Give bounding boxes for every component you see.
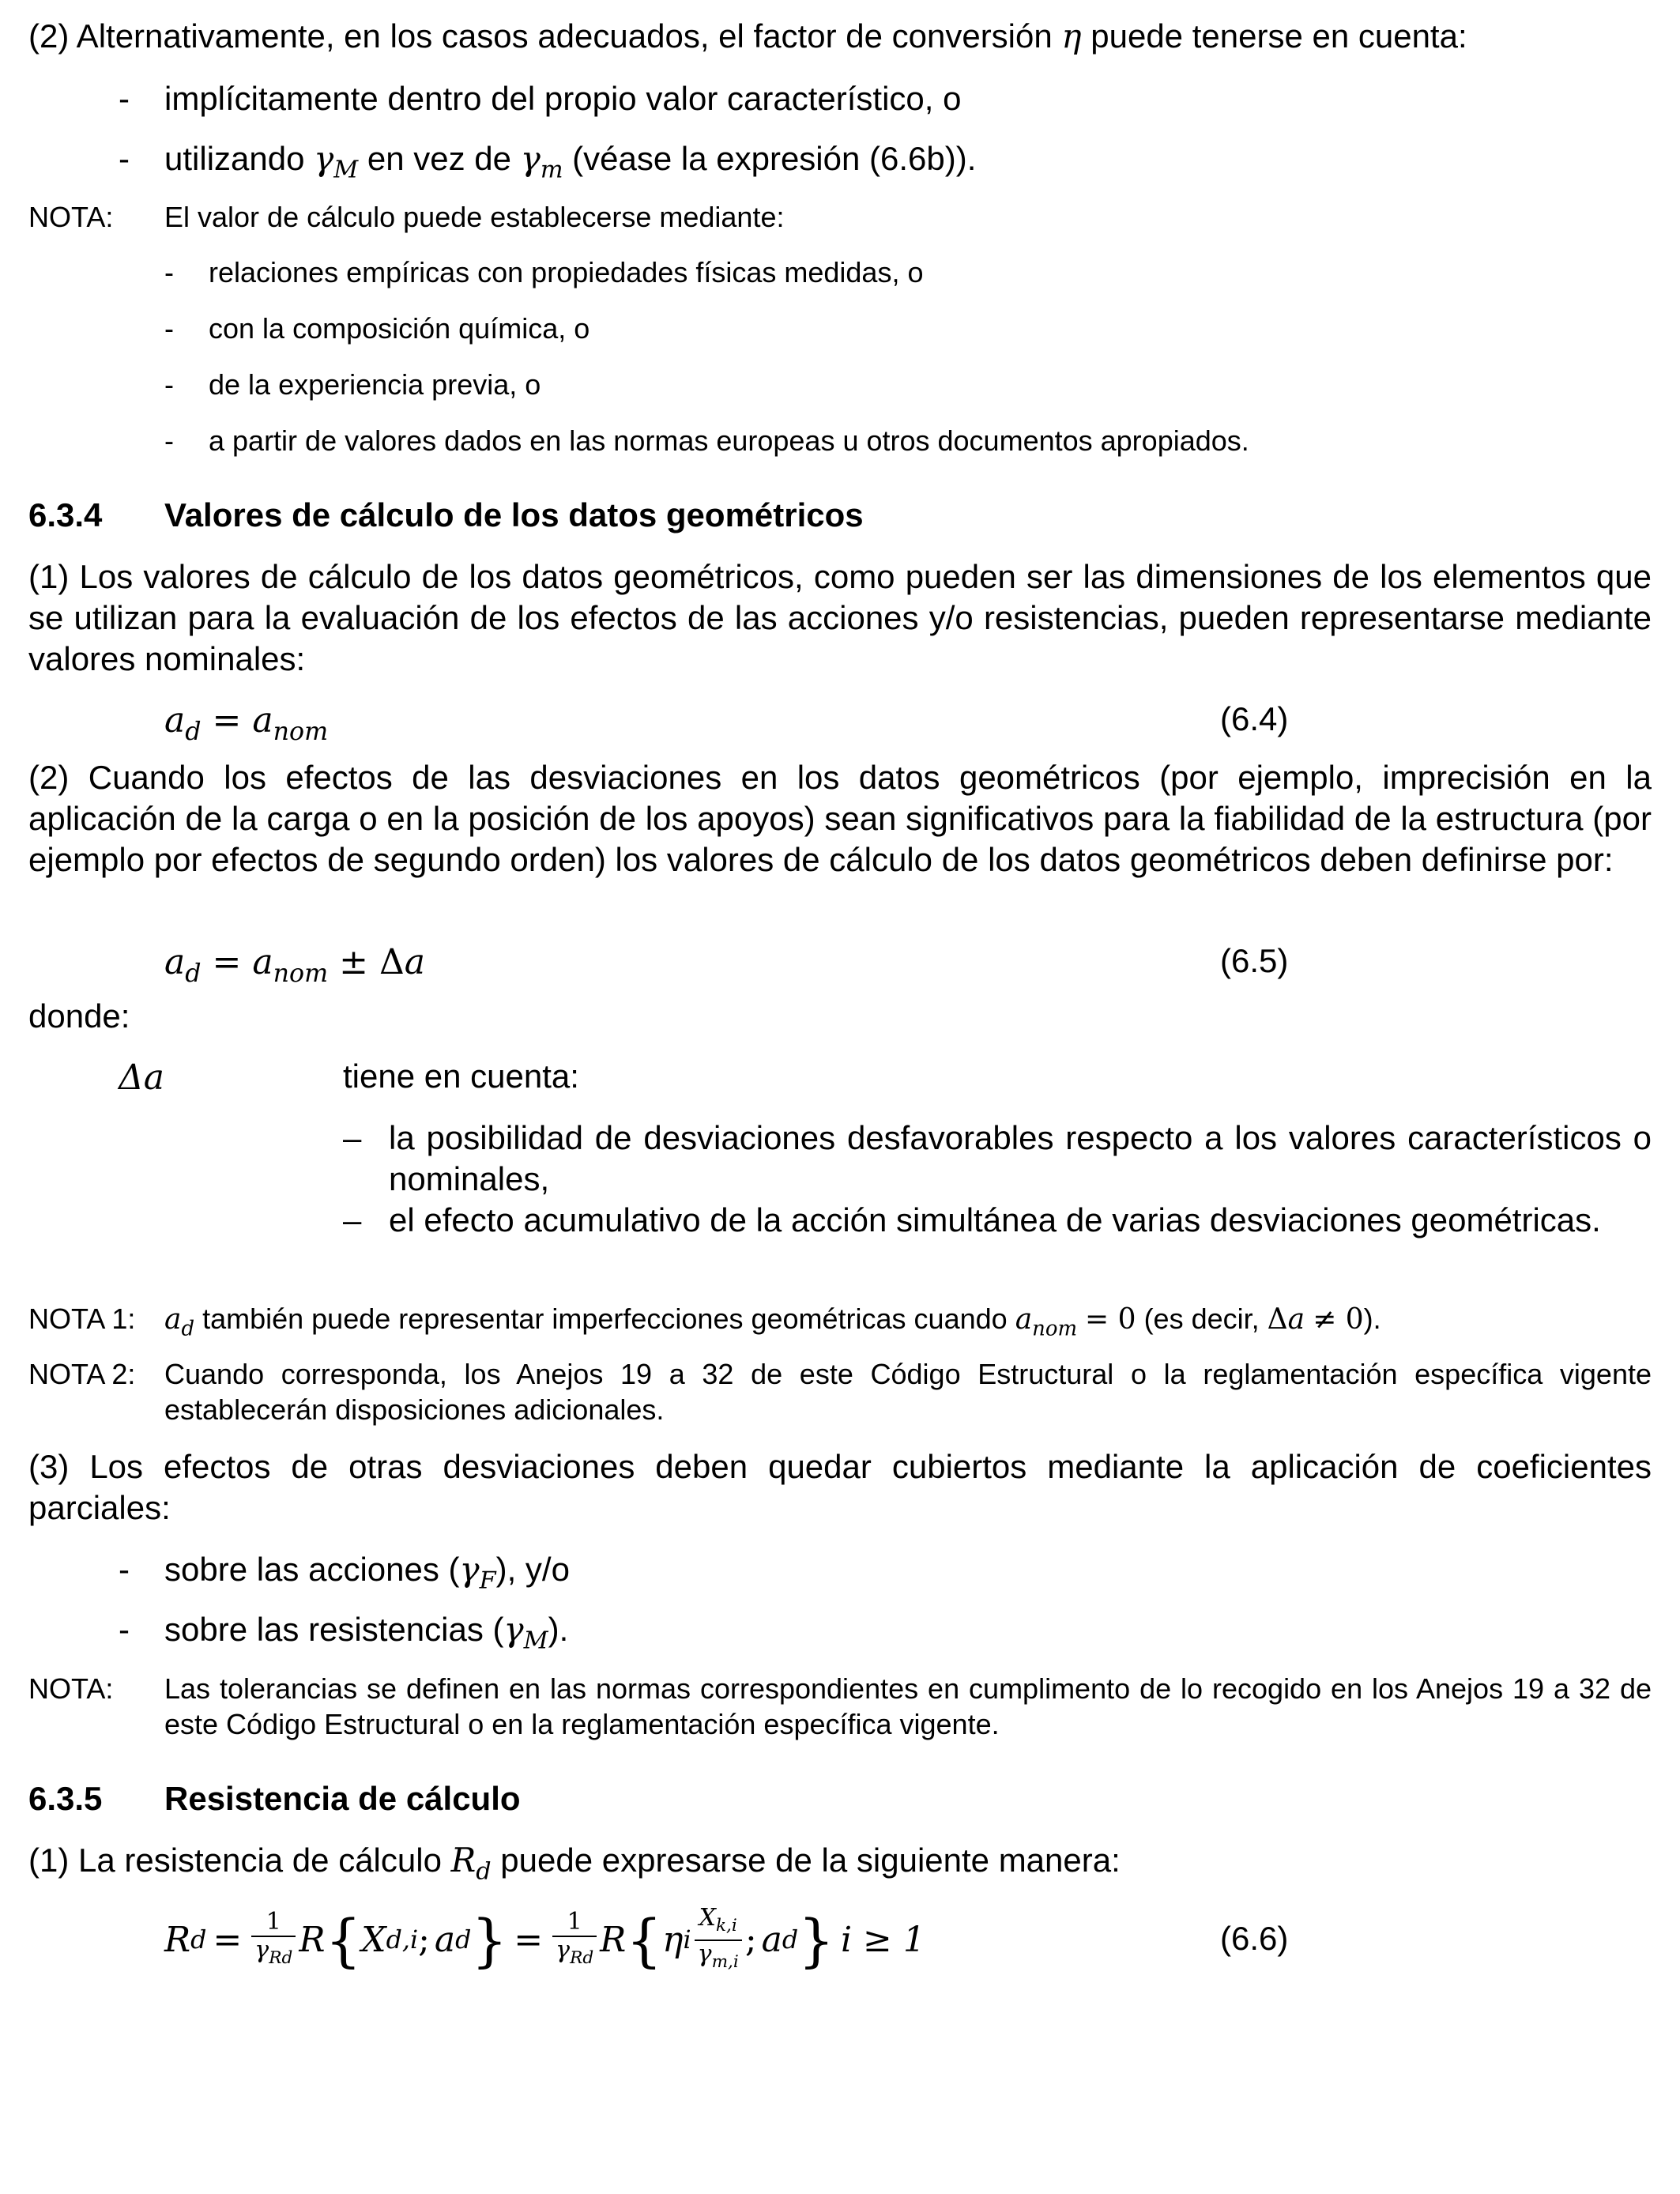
section-number: 6.3.4 xyxy=(28,496,103,533)
equation-number: (6.6) xyxy=(1220,1920,1289,1957)
nota-item: relaciones empíricas con propiedades físicas medidas, o xyxy=(209,256,924,288)
dash: - xyxy=(119,140,130,177)
para-634-3: (3) Los efectos de otras desviaciones deben quedar cubiertos mediante la aplicación de coeficientes parciales: xyxy=(28,1448,1652,1526)
dash: - xyxy=(164,312,174,345)
delta-item-1: la posibilidad de desviaciones desfavorables respecto a los valores característicos o nominales, xyxy=(389,1119,1652,1197)
para-alternatively: (2) Alternativamente, en los casos adecuados, el factor de conversión η puede tenerse en cuenta: xyxy=(28,17,1467,55)
nota2-label: NOTA 2: xyxy=(28,1358,136,1390)
delta-a-symbol: Δa xyxy=(119,1057,165,1098)
bullet-implicit: implícitamente dentro del propio valor característico, o xyxy=(164,80,962,117)
equation-condition: i ≥ 1 xyxy=(841,1920,925,1960)
bullet-resistances: sobre las resistencias $(\gamma_M)$. xyxy=(164,1610,569,1655)
bullet-using-gamma: utilizando $\gamma_M$ en vez de $\gamma_m$ (véase la expresión (6.6b)). xyxy=(164,139,977,184)
equation-number: (6.5) xyxy=(1220,942,1289,979)
dash: - xyxy=(119,1611,130,1648)
delta-a-text: tiene en cuenta: xyxy=(343,1057,579,1095)
equation-number: (6.4) xyxy=(1220,700,1289,737)
section-number: 6.3.5 xyxy=(28,1780,103,1817)
nota1-label: NOTA 1: xyxy=(28,1302,136,1335)
equation-6-5: $a_d = a_{nom} \pm \Delta a$ xyxy=(164,942,426,989)
equation-6-4: $a_d = a_{nom}$ xyxy=(164,700,329,747)
dash: - xyxy=(164,256,174,288)
dash: - xyxy=(164,368,174,401)
nota2-text: Cuando corresponda, los Anejos 19 a 32 de este Código Estructural o la reglamentación específica vigente establecerán disposiciones adicionales. xyxy=(164,1358,1652,1426)
donde-label: donde: xyxy=(28,997,130,1035)
nota3-text: Las tolerancias se definen en las normas correspondientes en cumplimento de lo recogido en los Anejos 19 a 32 de este Código Estructural o en la reglamentación específica vigente. xyxy=(164,1672,1652,1740)
delta-item-2: el efecto acumulativo de la acción simultánea de varias desviaciones geométricas. xyxy=(389,1201,1601,1238)
nota-item: de la experiencia previa, o xyxy=(209,368,541,401)
nota3-label: NOTA: xyxy=(28,1672,114,1705)
nota-text: El valor de cálculo puede establecerse mediante: xyxy=(164,201,785,233)
section-title: Valores de cálculo de los datos geométricos xyxy=(164,496,864,533)
nota-item: a partir de valores dados en las normas europeas u otros documentos apropiados. xyxy=(209,424,1249,457)
dash: – xyxy=(343,1119,362,1156)
bullet-actions: sobre las acciones $(\gamma_F)$, y/o xyxy=(164,1550,570,1595)
para-634-1: (1) Los valores de cálculo de los datos geométricos, como pueden ser las dimensiones de los elementos que se utilizan para la evaluación de los efectos de las acciones y/o resistencias, pueden representarse mediante valores nominales: xyxy=(28,558,1652,677)
dash: - xyxy=(164,424,174,457)
nota1-text: $a_d$ también puede representar imperfecciones geométricas cuando $a_{nom} = 0$ (es decir, Δa ≠ 0). xyxy=(164,1302,1381,1341)
section-title: Resistencia de cálculo xyxy=(164,1780,521,1817)
dash: – xyxy=(343,1201,362,1238)
equation-6-6: R d = $\frac{1}{\gamma_{Rd}}$ R { X d,i ; a d } = $\frac{1}{\gamma_{Rd}}$ R { η i $\frac{X_{k,i}}{\gamma_{m,i}}$ ; a d } xyxy=(164,1904,834,1973)
nota-item: con la composición química, o xyxy=(209,312,590,345)
para-634-2: (2) Cuando los efectos de las desviaciones en los datos geométricos (por ejemplo, imprecisión en la aplicación de la carga o en la posición de los apoyos) sean significativos para la fiabilidad de la estructura (por ejemplo por efectos de segundo orden) los valores de cálculo de los datos geométricos deben definirse por: xyxy=(28,759,1652,878)
para-635-1: (1) La resistencia de cálculo $R_d$ puede expresarse de la siguiente manera: xyxy=(28,1841,1121,1886)
nota-label: NOTA: xyxy=(28,201,114,233)
dash: - xyxy=(119,1551,130,1588)
dash: - xyxy=(119,80,130,117)
